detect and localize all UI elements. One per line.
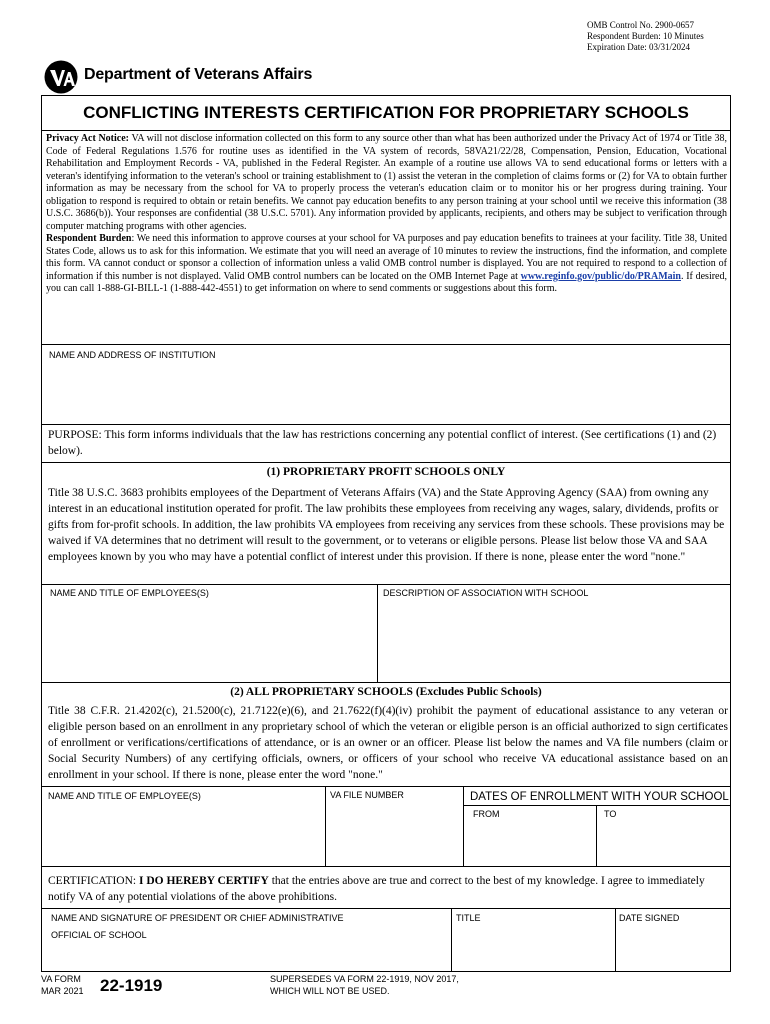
section2-heading: (2) ALL PROPRIETARY SCHOOLS (Excludes Public Schools) (230, 686, 542, 698)
section2-from-field[interactable] (465, 822, 595, 865)
privacy-notice (46, 133, 727, 296)
footer-supersedes (270, 973, 459, 997)
burden-label: Respondent Burden (46, 233, 132, 244)
certification-label: CERTIFICATION: (48, 875, 139, 887)
department-name: Department of Veterans Affairs (84, 66, 313, 83)
omb-control-number: OMB Control No. 2900-0657 (587, 20, 695, 30)
burden-text: : We need this information to approve courses at your school for VA purposes and pay education benefits to trainees at your facility. Title 38, United States Code, allows us to ask for this information. We estimate that you will need an average of 10 minutes to review the instructions, find the information, and complete this form. VA cannot conduct or sponsor a collection of information unless a valid OMB control number is displayed. You are not required to respond to a collection of information if this number is not displayed. Valid OMB control numbers can be located on the OMB Internet Page at (46, 233, 727, 282)
burden-text-end: . If desired, you can call 1-888-GI-BILL-1 (1-888-442-4551) to get information on where to send comments or suggestions about this form. (46, 270, 727, 294)
signature-field[interactable] (42, 943, 450, 971)
divider (325, 786, 326, 866)
footer-form-info (41, 973, 84, 997)
section1-desc-label: DESCRIPTION OF ASSOCIATION WITH SCHOOL (383, 588, 589, 598)
institution-label: NAME AND ADDRESS OF INSTITUTION (49, 350, 216, 360)
footer-date: MAR 2021 (41, 986, 84, 996)
certification-text (48, 873, 728, 905)
va-logo-icon (44, 60, 78, 94)
privacy-label: Privacy Act Notice: (46, 133, 129, 144)
title-field[interactable] (453, 925, 614, 971)
divider (41, 344, 731, 345)
divider (596, 805, 597, 866)
section1-heading: (1) PROPRIETARY PROFIT SCHOOLS ONLY (266, 466, 506, 478)
privacy-text: VA will not disclose information collected on this form to any source other than what has been authorized under the Privacy Act of 1974 or Title 38, Code of Federal Regulations 1.576 for routine uses as identified in the VA system of records, 58VA21/22/28, Compensation, Pension, Education, Vocational Rehabilitation and Employment Records - VA, published in the Federal Register. An example of a routine use allows VA to send educational forms or letters with a veteran's identifying information to the veteran's school or training establishment to (1) assist the veteran in the completion of claims forms or (2) for VA to obtain further information as may be necessary from the school for VA to properly process the veteran's education claim or to monitor his or her progress during training. Your obligation to respond is required to obtain or retain benefits. We cannot pay education benefits to any person training at your school until we receive this information (38 U.S.C. 3686(b)). Your responses are confidential (38 U.S.C. 5701). Any information provided by applicants, recipients, and others may be subject to verification through computer matching programs with other agencies. (46, 133, 727, 232)
respondent-burden: Respondent Burden: 10 Minutes (587, 31, 704, 41)
section1-name-label: NAME AND TITLE OF EMPLOYEES(S) (50, 588, 209, 598)
section2-text: Title 38 C.F.R. 21.4202(c), 21.5200(c), 21.7122(e)(6), and 21.7622(f)(4)(iv) prohibit the payment of educational assistance to any veteran or eligible person based on an enrollment in any proprietary school of which the veteran or eligible person is an official authorized to sign certificates of enrollment or verifications/certifications of attendance, or is an owner or an officer. Please list below the names and VA file numbers (claim or Social Security Numbers) of any certifying officials, owners, or officers of your school who receive VA educational assistance based on an enrollment in your school. If there is none, please enter the word "none." (48, 705, 728, 781)
title-label: TITLE (456, 913, 481, 923)
expiration-date: Expiration Date: 03/31/2024 (587, 42, 690, 52)
pra-link[interactable]: www.reginfo.gov/public/do/PRAMain (520, 270, 681, 282)
divider (41, 584, 731, 585)
section2-name-label: NAME AND TITLE OF EMPLOYEE(S) (48, 791, 201, 801)
form-number: 22-1919 (100, 976, 163, 995)
divider (463, 805, 731, 806)
supersedes-line-2: WHICH WILL NOT BE USED. (270, 986, 390, 996)
divider (615, 908, 616, 972)
divider (41, 462, 731, 463)
divider (41, 682, 731, 683)
section1-desc-field[interactable] (379, 600, 729, 680)
omb-info (587, 20, 704, 53)
section2-to-label: TO (604, 809, 617, 819)
divider (41, 908, 731, 909)
divider (463, 786, 464, 866)
divider (41, 866, 731, 867)
divider (730, 364, 731, 424)
section2-to-field[interactable] (598, 822, 730, 865)
section2-file-field[interactable] (327, 803, 462, 865)
signature-label: NAME AND SIGNATURE OF PRESIDENT OR CHIEF ADMINISTRATIVE (51, 913, 344, 923)
supersedes-line-1: SUPERSEDES VA FORM 22-1919, NOV 2017, (270, 974, 459, 984)
section2-dates-label: DATES OF ENROLLMENT WITH YOUR SCHOOL (470, 791, 729, 803)
date-signed-label: DATE SIGNED (619, 913, 680, 923)
section2-from-label: FROM (473, 809, 500, 819)
divider (451, 908, 452, 972)
purpose-text: PURPOSE: This form informs individuals that the law has restrictions concerning any potential conflict of interest. (See certifications (1) and (2) below). (48, 429, 717, 457)
divider (41, 786, 731, 787)
institution-field[interactable] (42, 362, 730, 422)
divider (41, 424, 731, 425)
section2-name-field[interactable] (42, 803, 324, 865)
divider (377, 584, 378, 682)
footer-va-form: VA FORM (41, 974, 81, 984)
certification-body: that the entries above are true and correct to the best of my knowledge. I agree to immediately notify VA of any potential violations of the above prohibitions. (48, 875, 705, 903)
divider (41, 130, 731, 131)
section2-file-label: VA FILE NUMBER (330, 790, 404, 800)
signature-label-2: OFFICIAL OF SCHOOL (51, 930, 147, 940)
section1-text: Title 38 U.S.C. 3683 prohibits employees of the Department of Veterans Affairs (VA) and the State Approving Agency (SAA) from owning any interest in an educational institution operated for profit. The law prohibits these employees from receiving any wages, salary, dividends, profits or gifts from for-profit schools. In addition, the law prohibits VA employees from receiving any services from these schools. These provisions may be waived if VA determines that no detriment will result to the government, or to veterans or eligible persons. Please list below those VA and SAA employees known by you who may have a potential conflict of interest under this provision. If there is none, please enter the word "none." (48, 487, 725, 563)
form-title: CONFLICTING INTERESTS CERTIFICATION FOR PROPRIETARY SCHOOLS (83, 103, 689, 122)
date-signed-field[interactable] (617, 925, 730, 971)
section1-name-field[interactable] (42, 600, 376, 680)
certification-bold: I DO HEREBY CERTIFY (139, 875, 269, 887)
